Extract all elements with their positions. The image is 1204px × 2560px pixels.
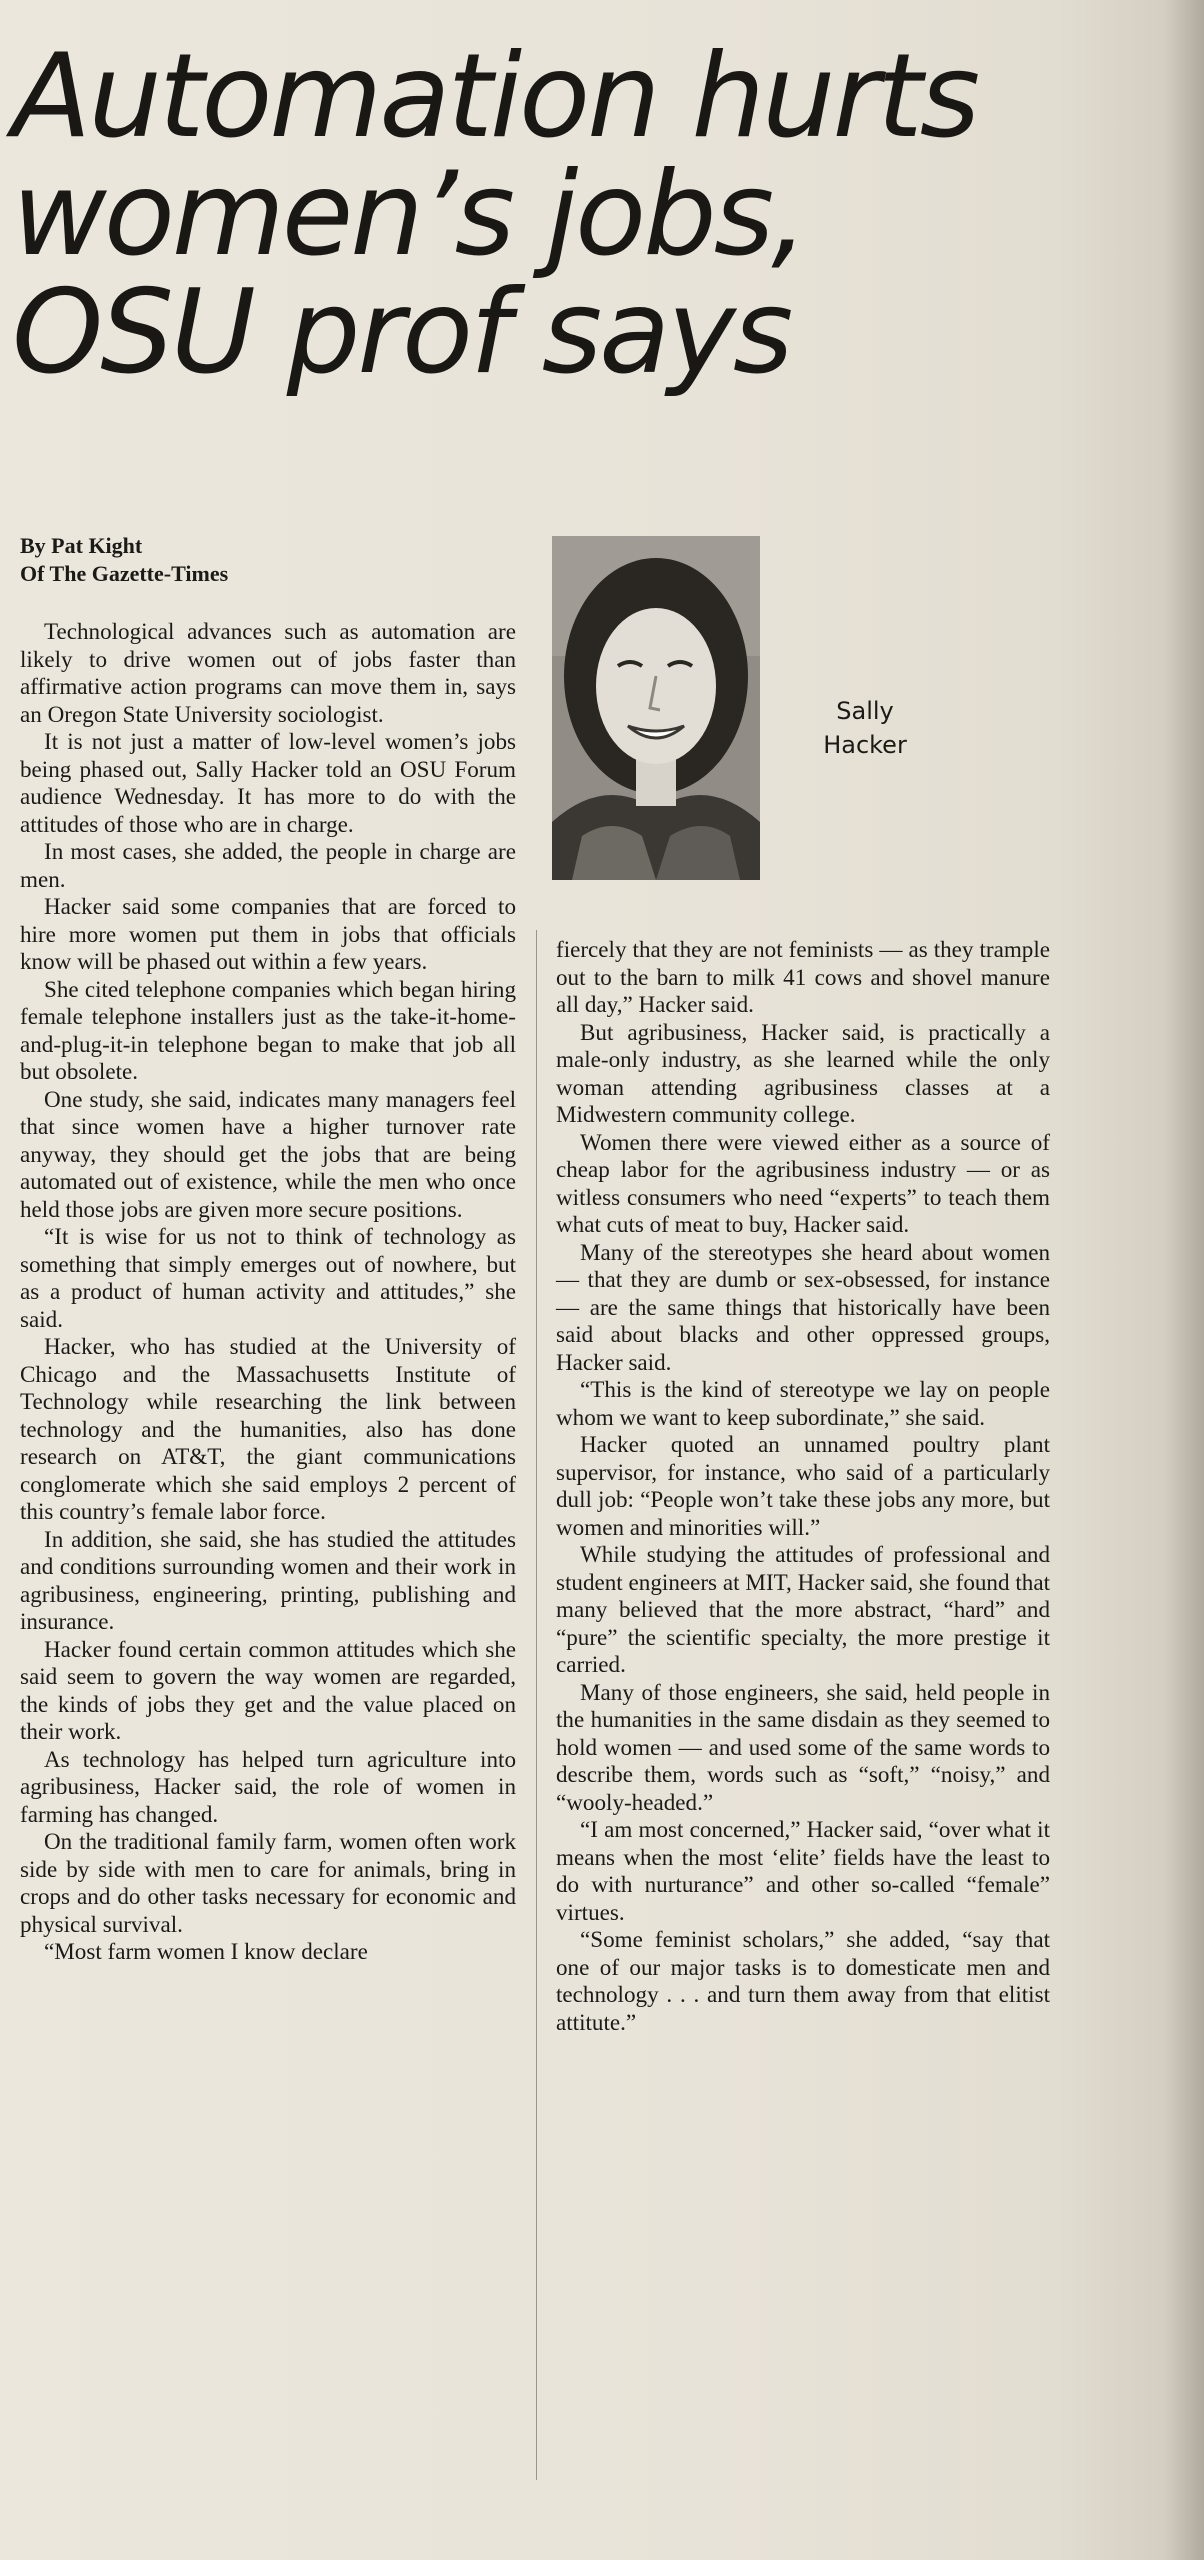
headline-line-2: women’s jobs, [12,147,806,282]
headline-line-3: OSU prof says [12,265,791,400]
byline [20,532,540,588]
paragraph: As technology has helped turn agriculture into agribusiness, Hacker said, the role of women in farming has changed. [20,1745,516,1827]
paragraph-continuation: fiercely that they are not feminists — as they trample out to the barn to milk 41 cows and shovel manure all day,” Hacker said. [556,936,1050,1017]
portrait-image [552,536,760,880]
paragraph: In addition, she said, she has studied the attitudes and conditions surrounding women and their work in agribusiness, engineering, printing, publishing and insurance. [20,1525,516,1634]
paragraph: Technological advances such as automation are likely to drive women out of jobs faster than affirmative action programs can move them in, says an Oregon State University sociologist. [20,618,516,727]
paragraph: While studying the attitudes of professional and student engineers at MIT, Hacker said, she found that many believed that the more abstract, “hard” and “pure” the scientific specialty, the more prestige it carried. [556,1541,1050,1677]
byline-publication: Of The Gazette-Times [20,561,229,586]
caption-last-name: Hacker [823,731,907,759]
byline-author: By Pat Kight [20,533,143,558]
paragraph: “Some feminist scholars,” she added, “say that one of our major tasks is to domesticate men and technology . . . and turn them away from that elitist attitute.” [556,1926,1050,2035]
paragraph: Hacker quoted an unnamed poultry plant supervisor, for instance, who said of a particularly dull job: “People won’t take these jobs any more, but women and minorities will.” [556,1431,1050,1540]
headline [12,29,1152,400]
paragraph: Women there were viewed either as a source of cheap labor for the agribusiness industry — or as witless consumers who need “experts” to teach them what cuts of meat to buy, Hacker said. [556,1128,1050,1237]
paragraph: She cited telephone companies which began hiring female telephone installers just as the take-it-home-and-plug-it-in telephone began to make that job all but obsolete. [20,975,516,1084]
paragraph: “I am most concerned,” Hacker said, “over what it means when the most ‘elite’ fields have the least to do with nurturance” and other so-called “female” virtues. [556,1816,1050,1925]
paragraph: One study, she said, indicates many managers feel that since women have a higher turnover rate anyway, they should get the jobs that are being automated out of existence, while the men who once held those jobs are given more secure positions. [20,1085,516,1222]
paragraph: Hacker said some companies that are forced to hire more women put them in jobs that officials know will be phased out within a few years. [20,893,516,974]
headline-line-1: Automation hurts [12,29,978,164]
article-column-2 [556,936,1050,2036]
paragraph: On the traditional family farm, women often work side by side with men to care for animals, bring in crops and do other tasks necessary for economic and physical survival. [20,1828,516,1937]
caption-first-name: Sally [836,697,894,725]
column-divider [536,930,537,2480]
paragraph: In most cases, she added, the people in charge are men. [20,838,516,892]
paragraph: “This is the kind of stereotype we lay on people whom we want to keep subordinate,” she said. [556,1376,1050,1430]
page-edge-shadow [1164,0,1204,2560]
paragraph: “Most farm women I know declare [44,1938,368,1964]
portrait-photo [552,536,760,880]
paragraph: Many of the stereotypes she heard about women — that they are dumb or sex-obsessed, for instance — are the same things that historically have been said about blacks and other oppressed groups, Hacker said. [556,1238,1050,1375]
photo-caption [790,694,940,762]
paragraph: Hacker found certain common attitudes which she said seem to govern the way women are regarded, the kinds of jobs they get and the value placed on their work. [20,1635,516,1744]
paragraph: Hacker, who has studied at the University of Chicago and the Massachusetts Institute of Technology while researching the link between technology and the humanities, also has done research on AT&T, the giant communications conglomerate which she said employs 2 percent of this country’s female labor force. [20,1333,516,1524]
paragraph: It is not just a matter of low-level women’s jobs being phased out, Sally Hacker told an OSU Forum audience Wednesday. It has more to do with the attitudes of those who are in charge. [20,728,516,837]
paragraph: Many of those engineers, she said, held people in the humanities in the same disdain as they seemed to hold women — and used some of the same words to describe them, words such as “soft,” “noisy,” and “wooly-headed.” [556,1678,1050,1815]
paragraph: But agribusiness, Hacker said, is practically a male-only industry, as she learned while the only woman attending agribusiness classes at a Midwestern community college. [556,1018,1050,1127]
paragraph: “It is wise for us not to think of technology as something that simply emerges out of nowhere, but as a product of human activity and attitudes,” she said. [20,1223,516,1332]
article-column-1 [20,618,516,1966]
